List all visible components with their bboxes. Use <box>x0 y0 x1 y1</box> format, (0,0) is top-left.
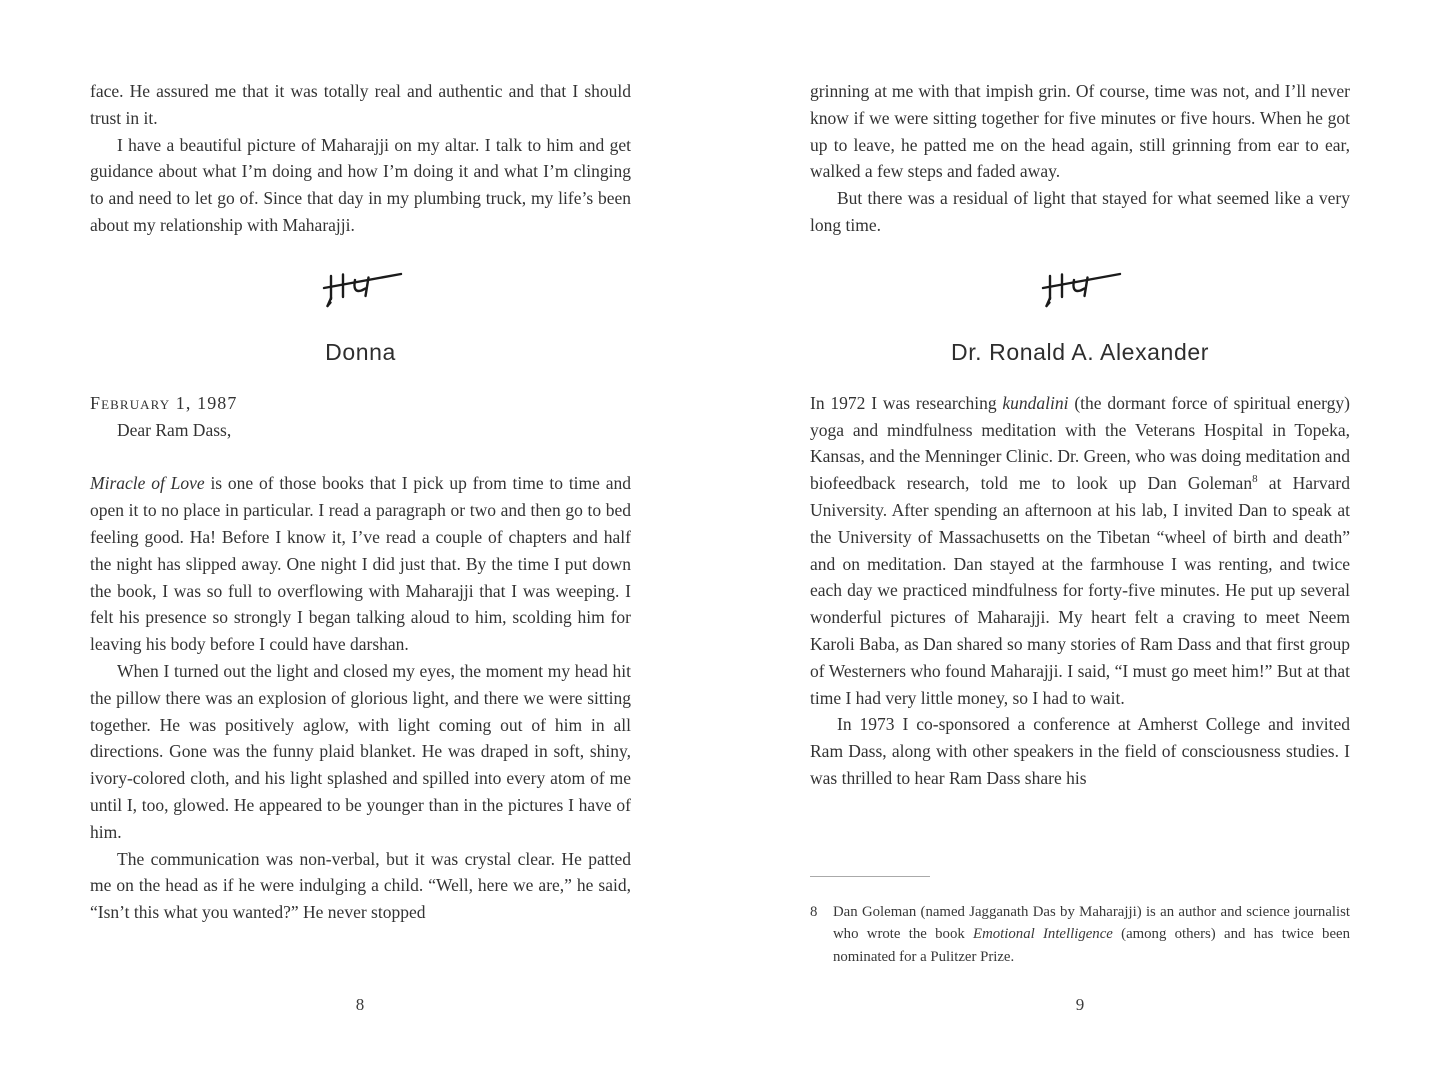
paragraph <box>810 78 1350 185</box>
section-divider <box>90 265 631 311</box>
page-number-left: 8 <box>355 995 365 1014</box>
right-top-section <box>810 78 1350 239</box>
italic-text: Miracle of Love <box>90 473 205 494</box>
ram-signature-icon <box>1036 265 1124 311</box>
page-number-right: 9 <box>1075 995 1085 1014</box>
text-run: (the dormant force of spiritual energy) yoga and mindfulness meditation with the Veterans Hospital in Topeka, Kansas, and the Menninger Clinic. Dr. Green, who was doing meditation and biofeedback research, told me to look up Dan Goleman <box>810 392 1350 494</box>
text-run: But there was a residual of light that stayed for what seemed like a very long time. <box>810 188 1350 235</box>
paragraph <box>90 470 631 658</box>
text-run: (among others) and has twice been nominated for a Pulitzer Prize. <box>833 926 1350 965</box>
page-left-content <box>90 78 631 926</box>
paragraph <box>90 846 631 926</box>
footnote <box>810 901 1350 968</box>
text-run: is one of those books that I pick up from time to time and open it to no place in particular. I read a paragraph or two and then go to bed feeling good. Ha! Before I know it, I’ve read a couple of chapters and half the night has slipped away. One night I did just that. By the time I put down the book, I was so full to overflowing with Maharajji that I was weeping. I felt his presence so strongly I began talking aloud to him, scolding him for leaving his body before I could have darshan. <box>90 473 631 655</box>
text-run: When I turned out the light and closed my eyes, the moment my head hit the pillow there was an explosion of glorious light, and there we were sitting together. He was positively aglow, with light coming out of him in all directions. Gone was the funny plaid blanket. He was draped in soft, shiny, ivory-colored cloth, and his light splashed and spilled into every atom of me until I, too, glowed. He appeared to be younger than in the pictures I have of him. <box>90 660 631 842</box>
text-run: The communication was non-verbal, but it was crystal clear. He patted me on the head as if he were indulging a child. “Well, here we are,” he said, “Isn’t this what you wanted?” He never stopped <box>90 848 631 923</box>
text-run: at Harvard University. After spending an afternoon at his lab, I invited Dan to speak at the University of Massachusetts on the Tibetan “wheel of birth and death” and on meditation. Dan stayed at the farmhouse I was renting, and twice each day we practiced mindfulness for forty-five minutes. He put up several wonderful pictures of Maharajji. My heart felt a craving to meet Neem Karoli Baba, as Dan shared so many stories of Ram Dass and that first group of Westerners who found Maharajji. I said, “I must go meet him!” But at that time I had very little money, so I had to wait. <box>810 473 1350 708</box>
text-run: In 1972 I was researching <box>810 392 1003 413</box>
text-run: Dan Goleman (named Jagganath Das by Maharajji) is an author and science journalist who wrote the book <box>833 904 1350 943</box>
page-right-content <box>810 78 1350 792</box>
paragraph <box>90 78 631 132</box>
paragraph <box>810 185 1350 239</box>
paragraph <box>90 132 631 239</box>
section-heading-donna: Donna <box>325 338 396 365</box>
left-top-section <box>90 78 631 239</box>
text-run: face. He assured me that it was totally real and authentic and that I should trust in it. <box>90 81 631 128</box>
paragraph <box>90 658 631 846</box>
page-right <box>720 0 1440 1080</box>
footnote-marker: 8 <box>810 904 818 920</box>
letter-date: February 1, 1987 <box>90 392 238 413</box>
section-divider <box>810 265 1350 311</box>
paragraph <box>810 711 1350 791</box>
footnote-rule <box>810 876 930 877</box>
left-letter-body <box>90 470 631 926</box>
right-letter-body <box>810 390 1350 792</box>
section-heading-alexander: Dr. Ronald A. Alexander <box>950 338 1209 365</box>
superscript-ref: 8 <box>1252 473 1258 486</box>
footnote-block <box>810 876 1350 968</box>
letter-salutation: Dear Ram Dass, <box>117 419 232 440</box>
ram-signature-icon <box>317 265 405 311</box>
text-run: In 1973 I co-sponsored a conference at Amherst College and invited Ram Dass, along with other speakers in the field of consciousness studies. I was thrilled to hear Ram Dass share his <box>810 714 1350 788</box>
text-run: grinning at me with that impish grin. Of course, time was not, and I’ll never know if we were sitting together for five minutes or five hours. When he got up to leave, he patted me on the head again, still grinning from ear to ear, walked a few steps and faded away. <box>810 81 1350 182</box>
paragraph <box>810 390 1350 712</box>
text-run: I have a beautiful picture of Maharajji on my altar. I talk to him and get guidance about what I’m doing and how I’m doing it and what I’m clinging to and need to let go of. Since that day in my plumbing truck, my life’s been about my relationship with Maharajji. <box>90 134 631 235</box>
footnote-text <box>833 901 1350 968</box>
italic-text: kundalini <box>1002 392 1069 413</box>
italic-text: Emotional Intelligence <box>973 926 1113 943</box>
